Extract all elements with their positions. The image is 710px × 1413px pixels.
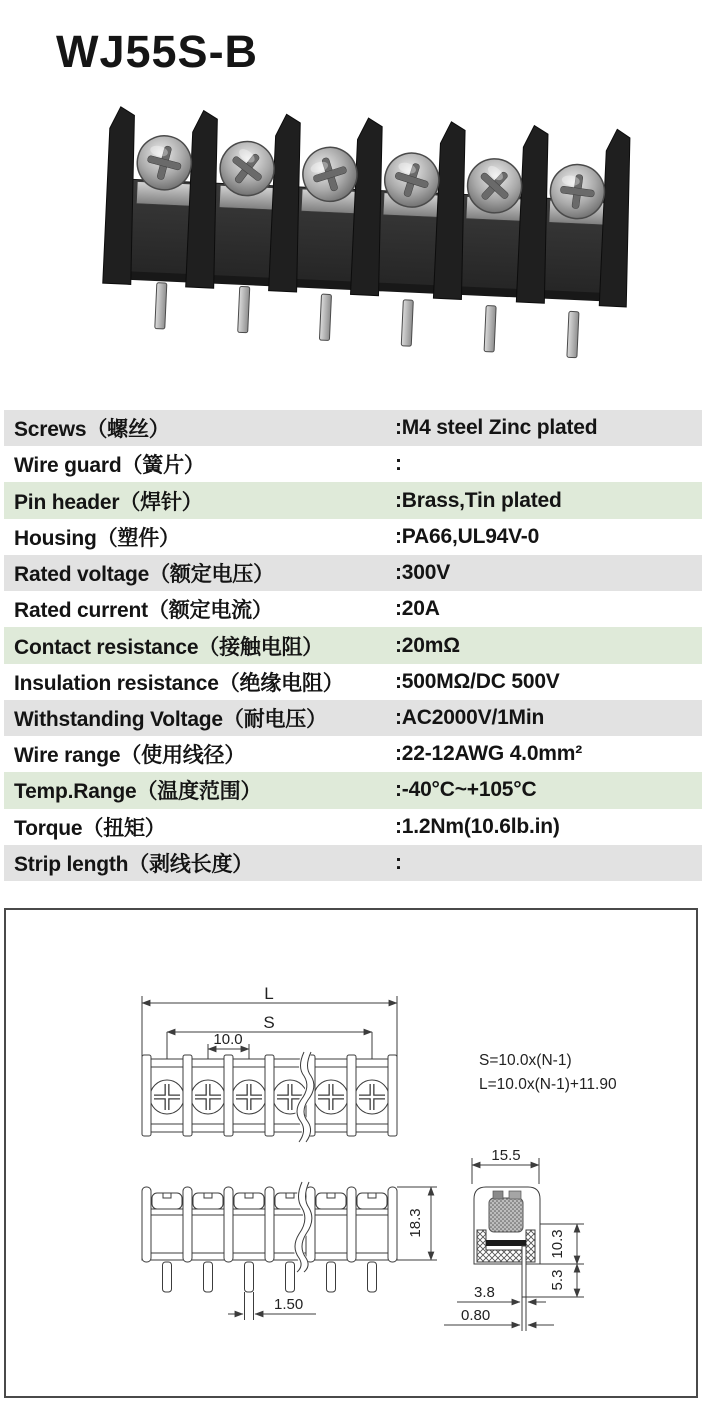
- spec-row: [4, 627, 702, 663]
- spec-row: [4, 700, 702, 736]
- spec-label: Contact resistance（接触电阻）: [14, 635, 324, 659]
- spec-label: Strip length（剥线长度）: [14, 852, 254, 876]
- spec-value: :500MΩ/DC 500V: [395, 669, 560, 693]
- dim-width-label: 15.5: [491, 1147, 521, 1164]
- spec-row: [4, 555, 702, 591]
- spec-row: [4, 809, 702, 845]
- spec-label: Rated current（额定电流）: [14, 599, 273, 623]
- dim-pin-thickness-label: 0.80: [461, 1307, 491, 1324]
- spec-label: Temp.Range（温度范围）: [14, 780, 262, 804]
- spec-row: [4, 845, 702, 881]
- spec-row: [4, 591, 702, 627]
- page-title: WJ55S-B: [56, 26, 259, 77]
- spec-value: :20A: [395, 597, 440, 621]
- spec-value: :1.2Nm(10.6lb.in): [395, 814, 560, 838]
- spec-value: :AC2000V/1Min: [395, 705, 545, 729]
- spec-row: [4, 519, 702, 555]
- spec-label: Screws（螺丝）: [14, 418, 170, 442]
- dim-height-label: 18.3: [407, 1208, 424, 1238]
- spec-label: Insulation resistance（绝缘电阻）: [14, 671, 344, 695]
- dimension-drawing: [6, 910, 696, 1396]
- spec-label: Wire guard（簧片）: [14, 454, 205, 478]
- dim-L-label: L: [264, 984, 274, 1003]
- spec-label: Pin header（焊针）: [14, 490, 203, 514]
- dimension-drawing-box: [4, 908, 698, 1398]
- product-photo: [85, 100, 645, 360]
- dim-pin-width-label: 1.50: [274, 1296, 304, 1313]
- spec-row: [4, 664, 702, 700]
- spec-value: :M4 steel Zinc plated: [395, 416, 598, 440]
- dim-pin-length-label: 5.3: [549, 1269, 566, 1291]
- dim-S-label: S: [263, 1013, 275, 1032]
- spec-value: :20mΩ: [395, 633, 460, 657]
- spec-label: Rated voltage（额定电压）: [14, 563, 274, 587]
- spec-label: Torque（扭矩）: [14, 816, 166, 840]
- spec-row: [4, 482, 702, 518]
- dim-pin-offset-label: 3.8: [474, 1284, 495, 1301]
- spec-row: [4, 410, 702, 446]
- formula-l: L=10.0x(N-1)+11.90: [479, 1076, 617, 1093]
- spec-label: Withstanding Voltage（耐电压）: [14, 707, 327, 731]
- formula-s: S=10.0x(N-1): [479, 1052, 572, 1069]
- spec-label: Wire range（使用线径）: [14, 744, 246, 768]
- spec-value: :Brass,Tin plated: [395, 488, 562, 512]
- spec-value: :: [395, 452, 402, 476]
- dim-body-height-label: 10.3: [549, 1229, 566, 1259]
- spec-value: :300V: [395, 561, 451, 585]
- spec-table: [4, 410, 702, 881]
- spec-row: [4, 446, 702, 482]
- dim-pitch-label: 10.0: [213, 1031, 243, 1048]
- spec-value: :-40°C~+105°C: [395, 778, 537, 802]
- spec-label: Housing（塑件）: [14, 526, 180, 550]
- spec-value: :: [395, 850, 402, 874]
- spec-row: [4, 772, 702, 808]
- spec-row: [4, 736, 702, 772]
- spec-value: :22-12AWG 4.0mm²: [395, 742, 583, 766]
- product-photo-image: [85, 100, 645, 360]
- spec-value: :PA66,UL94V-0: [395, 524, 540, 548]
